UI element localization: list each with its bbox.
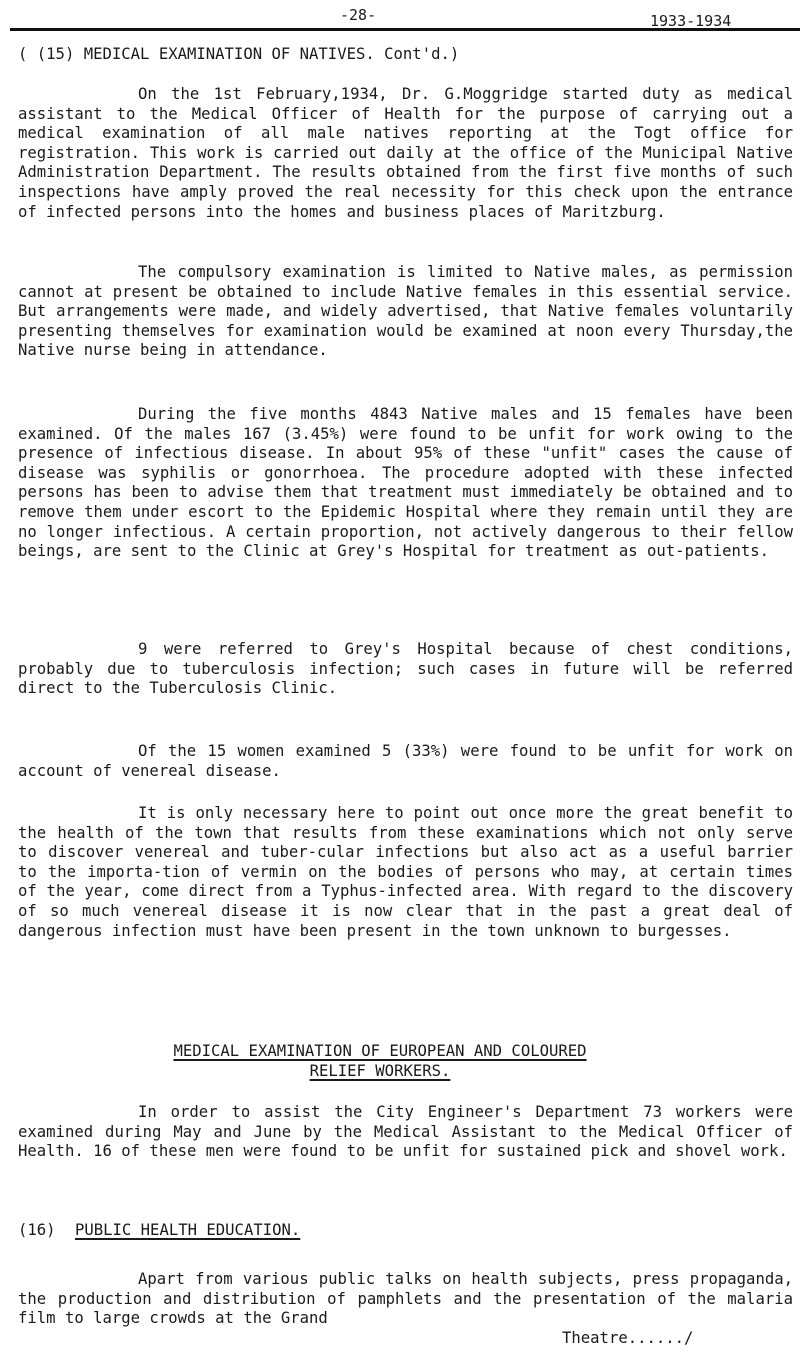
paragraph-women: Of the 15 women examined 5 (33%) were found to be unfit for work on account of venereal disease. xyxy=(18,742,793,780)
section-16-heading xyxy=(18,1221,300,1241)
section-16-number: (16) xyxy=(18,1221,56,1239)
page-header xyxy=(0,4,800,34)
paragraph-five-months: During the five months 4843 Native males and 15 females have been examined. Of the males 167 (3.45%) were found to be unfit for work owing to the presence of infectious disease. In about 95% of these "unfit" cases the cause of disease was syphilis or gonorrhoea. The procedure adopted with these infected persons has been to advise them that treatment must immediately be obtained and to remove them under escort to the Epidemic Hospital where they remain until they are no longer infectious. A certain proportion, not actively dangerous to their fellow beings, are sent to the Clinic at Grey's Hospital for treatment as out-patients. xyxy=(18,405,793,561)
paragraph-compulsory: The compulsory examination is limited to Native males, as permission cannot at present be obtained to include Native females in this essential service. But arrangements were made, and widely advertised, that Native females voluntarily presenting themselves for examination would be examined at noon every Thursday,the Native nurse being in attendance. xyxy=(18,263,793,360)
paragraph-health-education: Apart from various public talks on health subjects, press propaganda, the production and distribution of pamphlets and the presentation of the malaria film to large crowds at the Grand xyxy=(18,1270,793,1328)
european-heading xyxy=(130,1042,630,1081)
header-rule xyxy=(10,28,800,31)
european-heading-line1: MEDICAL EXAMINATION OF EUROPEAN AND COLOURED xyxy=(173,1042,587,1060)
paragraph-moggridge: On the 1st February,1934, Dr. G.Moggridge started duty as medical assistant to the Medical Officer of Health for the purpose of carrying out a medical examination of all male natives reporting at the Togt office for registration. This work is carried out daily at the office of the Municipal Native Administration Department. The results obtained from the first five months of such inspections have amply proved the real necessity for this check upon the entrance of infected persons into the homes and business places of Maritzburg. xyxy=(18,85,793,221)
european-heading-line2: RELIEF WORKERS. xyxy=(309,1061,451,1080)
section-16-title: PUBLIC HEALTH EDUCATION. xyxy=(74,1221,301,1239)
continuation-text: Theatre....../ xyxy=(562,1329,694,1347)
section-15-title: ( (15) MEDICAL EXAMINATION OF NATIVES. Cont'd.) xyxy=(18,45,460,63)
paragraph-relief-workers: In order to assist the City Engineer's Department 73 workers were examined during May and June by the Medical Assistant to the Medical Officer of Health. 16 of these men were found to be unfit for sustained pick and shovel work. xyxy=(18,1103,793,1161)
page-number: -28- xyxy=(340,6,377,24)
paragraph-benefit: It is only necessary here to point out once more the great benefit to the health of the town that results from these examinations which not only serve to discover venereal and tuber-cular infections but also act as a useful barrier to the importa-tion of vermin on the bodies of persons who may, at certain times of the year, come direct from a Typhus-infected area. With regard to the discovery of so much venereal disease it is now clear that in the past a great deal of dangerous infection must have been present in the town unknown to burgesses. xyxy=(18,804,793,940)
year-range: 1933-1934 xyxy=(650,12,732,30)
paragraph-greys-hospital: 9 were referred to Grey's Hospital because of chest conditions, probably due to tuberculosis infection; such cases in future will be referred direct to the Tuberculosis Clinic. xyxy=(18,640,793,698)
